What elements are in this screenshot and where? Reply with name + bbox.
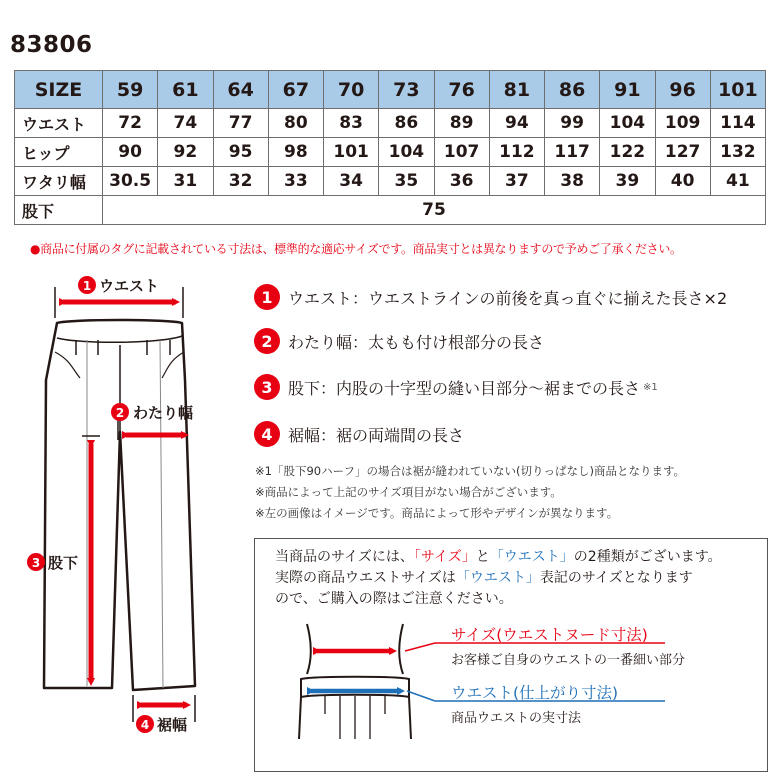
row-label: 股下 <box>15 196 103 225</box>
number-badge: 2 <box>254 328 280 354</box>
measure-cell: 80 <box>268 109 323 138</box>
size-cell: 96 <box>655 71 710 109</box>
svg-text:ウエスト: ウエスト <box>99 277 160 295</box>
size-cell: 67 <box>268 71 323 109</box>
svg-text:裾幅: 裾幅 <box>157 716 188 734</box>
size-table <box>14 70 766 225</box>
measure-cell: 30.5 <box>103 167 158 196</box>
number-badge: 4 <box>254 421 280 447</box>
measure-cell: 127 <box>655 138 710 167</box>
definition-term: ウエスト <box>288 288 353 308</box>
measure-cell: 72 <box>103 109 158 138</box>
footnote-mark: ※1 <box>643 381 658 393</box>
definition-desc: ：ウエストラインの前後を真っ直ぐに揃えた長さ×2 <box>352 288 728 308</box>
size-nude-label: サイズ(ウエストヌード寸法) <box>451 626 648 644</box>
size-notice: ●商品に付属のタグに記載されている寸法は、標準的な適応サイズです。商品実寸とは異なりますので予めご了承ください。 <box>30 242 682 256</box>
table-row <box>15 109 766 138</box>
measure-cell: 31 <box>158 167 213 196</box>
svg-text:わたり幅: わたり幅 <box>133 404 194 422</box>
label-inseam <box>27 553 78 572</box>
measure-cell: 36 <box>434 167 489 196</box>
size-cell: 73 <box>379 71 434 109</box>
definition-term: 裾幅 <box>288 425 321 445</box>
definition-desc: ：内股の十字型の縫い目部分～裾までの長さ <box>320 378 641 398</box>
product-code: 83806 <box>10 32 93 58</box>
measure-cell: 38 <box>545 167 600 196</box>
svg-text:4: 4 <box>140 718 150 732</box>
note-1: ※1「股下90ハーフ」の場合は裾が縫われていない(切りっぱなし)商品となります。 <box>255 464 686 478</box>
measure-cell: 35 <box>379 167 434 196</box>
definition-desc: ：裾の両端間の長さ <box>320 425 465 445</box>
definition-inseam <box>254 373 658 401</box>
note-3: ※左の画像はイメージです。商品によって形やデザインが異なります。 <box>255 506 619 520</box>
row-label: ワタリ幅 <box>15 167 103 196</box>
size-cell: 76 <box>434 71 489 109</box>
definition-thigh <box>254 327 544 355</box>
size-cell: 70 <box>324 71 379 109</box>
waist-finished-label: ウエスト(仕上がり寸法) <box>451 684 619 702</box>
table-row <box>15 138 766 167</box>
measure-cell: 95 <box>213 138 268 167</box>
measure-cell: 74 <box>158 109 213 138</box>
size-cell: 101 <box>710 71 765 109</box>
svg-text:股下: 股下 <box>48 554 79 572</box>
measure-cell: 132 <box>710 138 765 167</box>
size-cell: 91 <box>600 71 655 109</box>
measure-cell: 86 <box>379 109 434 138</box>
definition-term: 股下 <box>288 378 321 398</box>
size-nude-desc: お客様ご自身のウエストの一番細い部分 <box>451 653 686 668</box>
label-waist <box>78 276 159 295</box>
table-row <box>15 167 766 196</box>
measure-cell: 37 <box>489 167 544 196</box>
size-cell: 64 <box>213 71 268 109</box>
label-thigh <box>111 403 193 422</box>
measure-cell: 104 <box>600 109 655 138</box>
label-hem <box>136 715 187 734</box>
info-text: 当商品のサイズには、「サイズ」と「ウエスト」の2種類がございます。 実際の商品ウエストサイズは「ウエスト」表記のサイズとなります ので、ご購入の際はご注意ください。 <box>275 549 722 607</box>
size-cell: 81 <box>489 71 544 109</box>
size-info-box <box>254 538 768 772</box>
measure-cell: 92 <box>158 138 213 167</box>
measure-cell: 98 <box>268 138 323 167</box>
measure-cell: 99 <box>545 109 600 138</box>
measure-cell: 39 <box>600 167 655 196</box>
size-header-row <box>15 71 766 109</box>
pants-outline <box>44 320 195 690</box>
table-row-inseam <box>15 196 766 225</box>
inseam-value: 75 <box>103 196 766 225</box>
size-header-label: SIZE <box>15 71 103 109</box>
waist-finished-desc: 商品ウエストの実寸法 <box>451 711 582 726</box>
measure-cell: 41 <box>710 167 765 196</box>
measure-cell: 77 <box>213 109 268 138</box>
size-cell: 86 <box>545 71 600 109</box>
measure-cell: 40 <box>655 167 710 196</box>
size-cell: 61 <box>158 71 213 109</box>
definition-term: わたり幅 <box>288 332 353 352</box>
row-label: ヒップ <box>15 138 103 167</box>
size-cell: 59 <box>103 71 158 109</box>
definition-waist <box>254 283 727 311</box>
measure-cell: 89 <box>434 109 489 138</box>
definition-hem <box>254 420 464 448</box>
number-badge: 3 <box>254 374 280 400</box>
measure-cell: 94 <box>489 109 544 138</box>
number-badge: 1 <box>254 284 280 310</box>
svg-text:2: 2 <box>115 406 125 420</box>
measure-cell: 122 <box>600 138 655 167</box>
svg-text:3: 3 <box>31 556 41 570</box>
measure-cell: 34 <box>324 167 379 196</box>
svg-text:1: 1 <box>82 279 92 293</box>
measure-cell: 33 <box>268 167 323 196</box>
measure-cell: 109 <box>655 109 710 138</box>
measure-cell: 117 <box>545 138 600 167</box>
measure-cell: 83 <box>324 109 379 138</box>
row-label: ウエスト <box>15 109 103 138</box>
pants-diagram <box>0 268 250 748</box>
measure-cell: 90 <box>103 138 158 167</box>
measure-cell: 112 <box>489 138 544 167</box>
note-2: ※商品によって上記のサイズ項目がない場合がございます。 <box>255 485 562 499</box>
measure-cell: 114 <box>710 109 765 138</box>
measure-cell: 107 <box>434 138 489 167</box>
measure-cell: 104 <box>379 138 434 167</box>
measure-cell: 101 <box>324 138 379 167</box>
definition-desc: ：太もも付け根部分の長さ <box>352 332 545 352</box>
measure-cell: 32 <box>213 167 268 196</box>
